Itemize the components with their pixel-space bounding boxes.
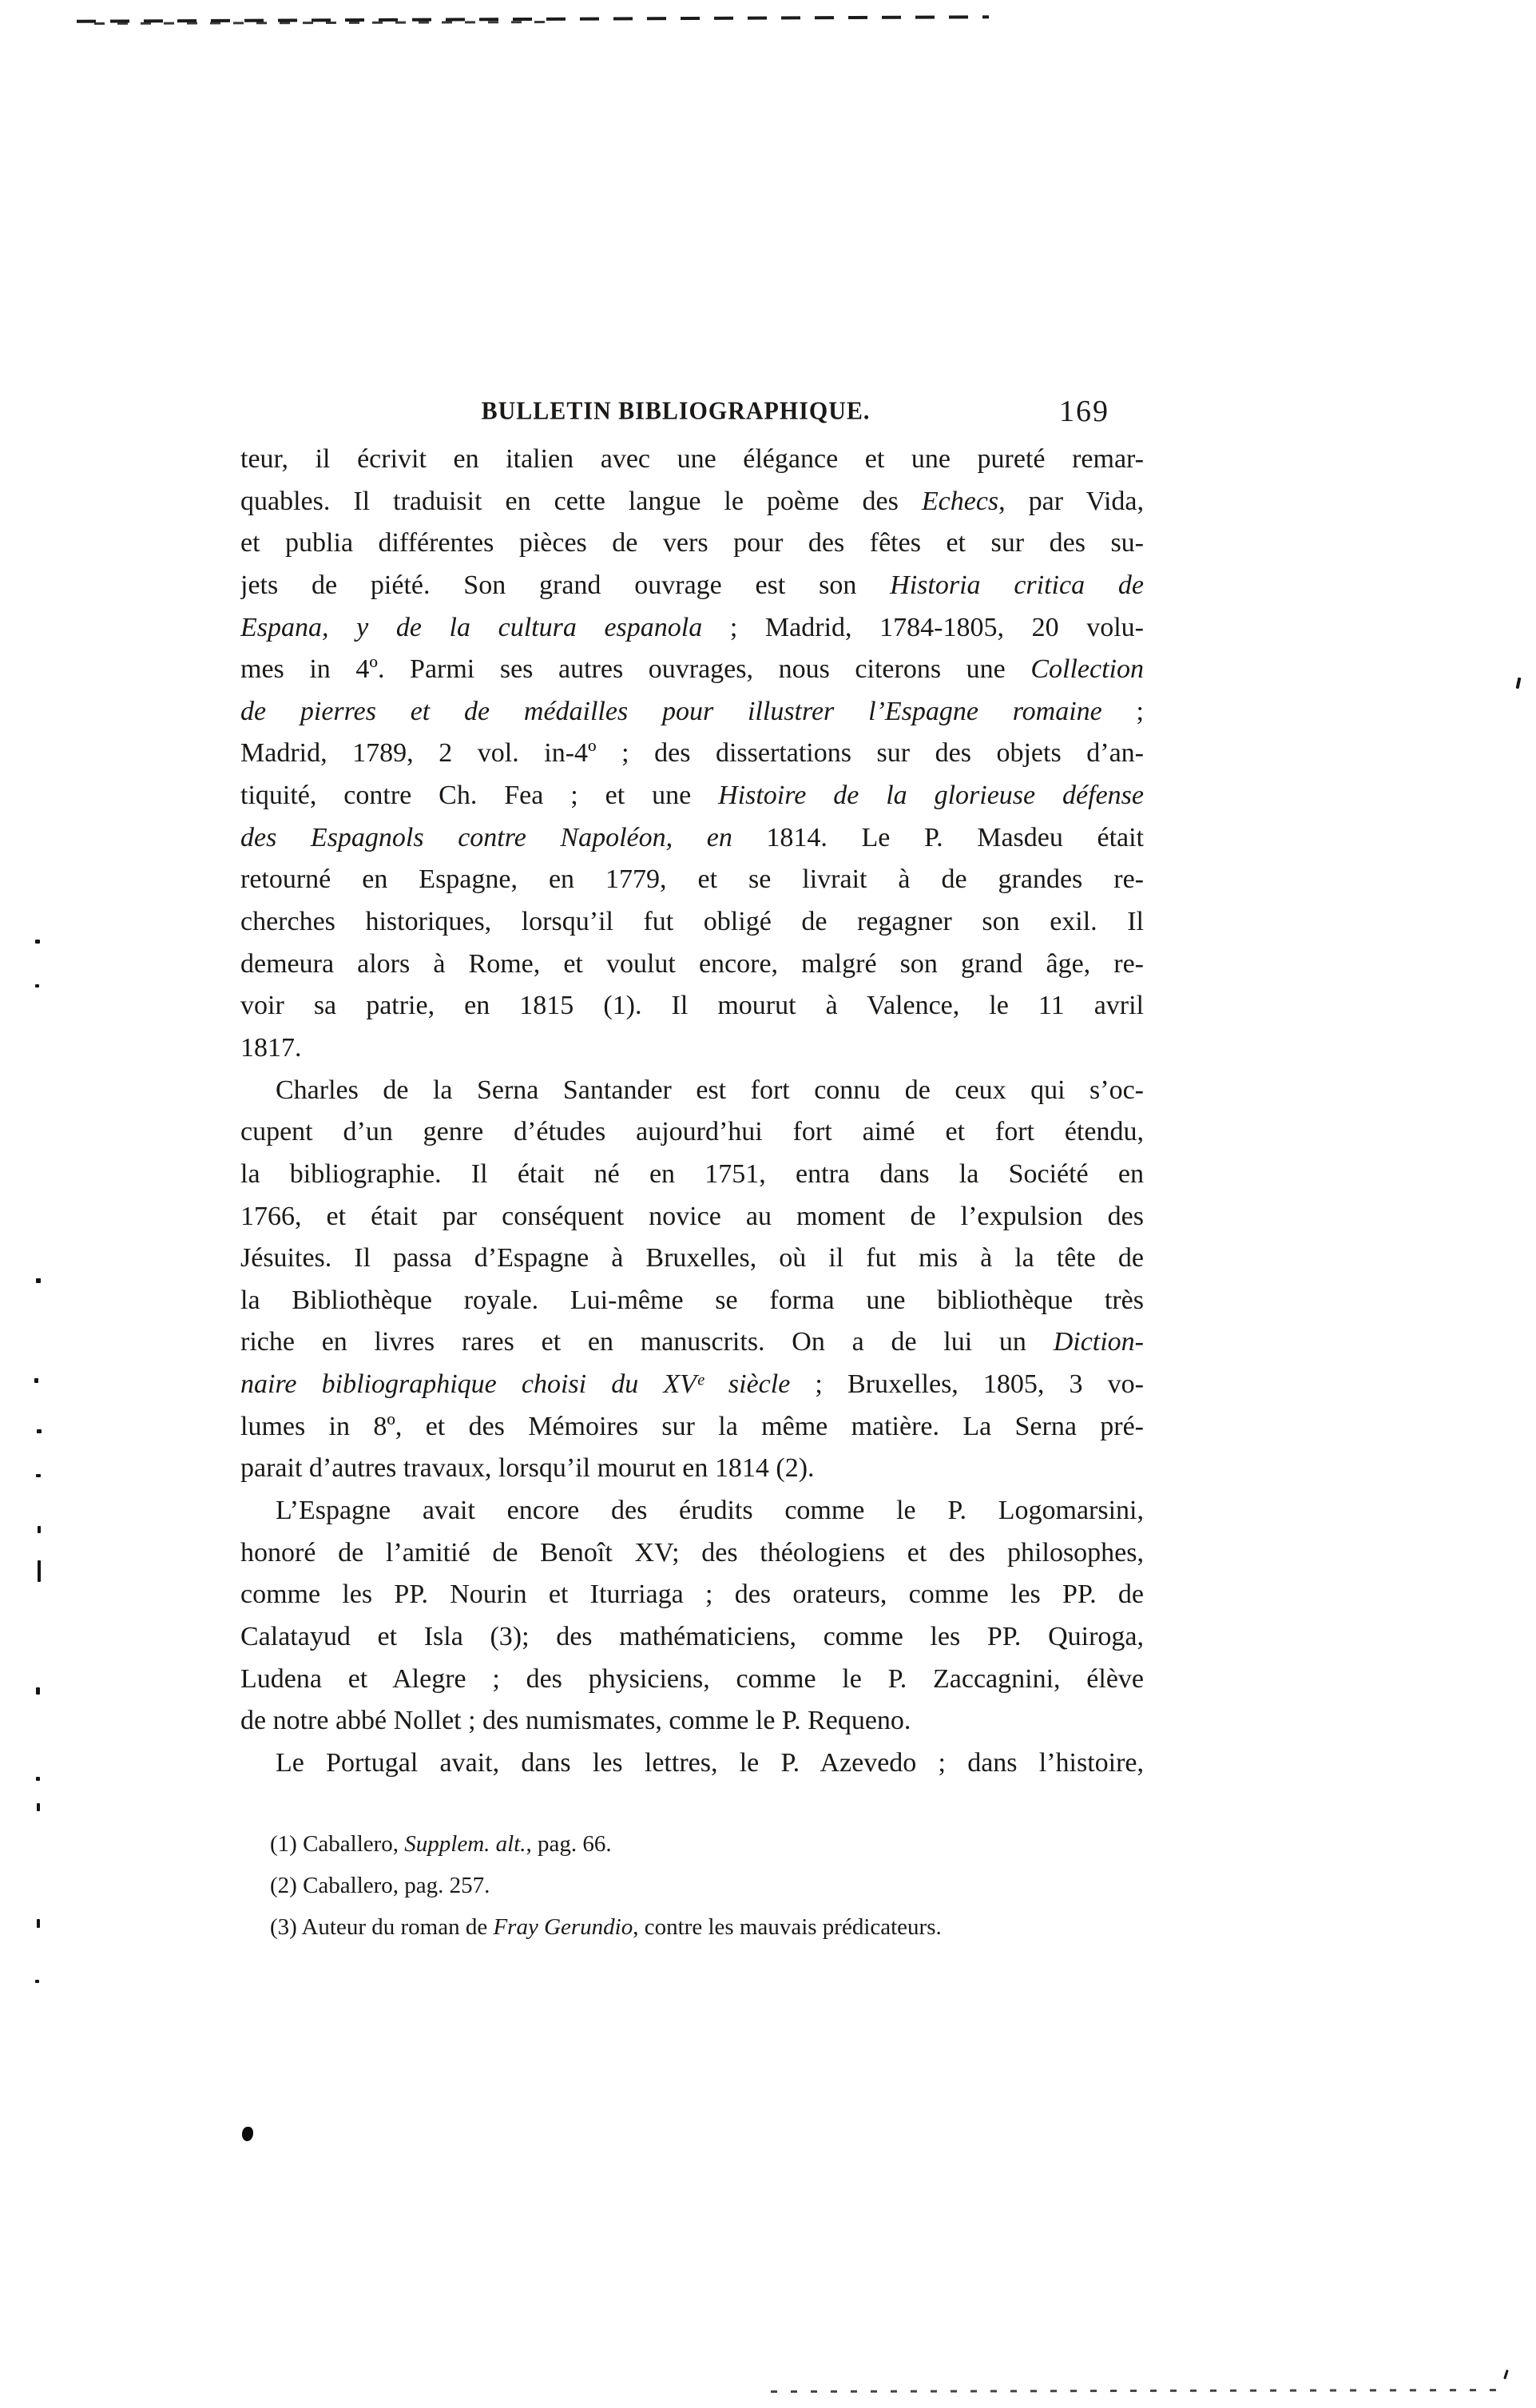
body-line <box>240 1616 1144 1659</box>
body-line <box>240 1027 1144 1070</box>
ink-speck <box>37 1429 42 1433</box>
ink-speck <box>38 1560 41 1582</box>
body-line <box>240 523 1144 565</box>
running-title: BULLETIN BIBLIOGRAPHIQUE. <box>481 397 871 425</box>
ink-speck <box>1516 677 1522 689</box>
body-line <box>240 481 1144 523</box>
ink-speck <box>36 1687 40 1695</box>
footnotes <box>270 1823 1165 1948</box>
italic-text-run: naire bibliographique choisi du XVᵉ siècle <box>240 1369 791 1400</box>
text-run: comme les PP. Nourin et Iturriaga ; des orateurs, comme les PP. de <box>240 1580 1144 1610</box>
text-run: mes in 4º. Parmi ses autres ouvrages, nous citerons une <box>240 654 1031 685</box>
text-run: 1766, et était par conséquent novice au moment de l’expulsion des <box>240 1201 1144 1231</box>
italic-text-run: Histoire de la glorieuse défense <box>718 781 1144 811</box>
ink-speck <box>36 1777 40 1781</box>
body-line <box>240 1742 1144 1785</box>
text-run: (2) Caballero, pag. 257. <box>270 1873 490 1898</box>
text-run: Madrid, 1789, 2 vol. in-4º ; des dissertations sur des objets d’an- <box>240 738 1144 769</box>
body-line <box>240 1321 1144 1364</box>
page-number: 169 <box>1059 395 1109 428</box>
body-line <box>240 1406 1144 1448</box>
body-line <box>240 1154 1144 1196</box>
ink-speck <box>35 984 39 987</box>
body-line <box>240 817 1144 860</box>
text-run: Charles de la Serna Santander est fort connu de ceux qui s’oc- <box>276 1075 1144 1105</box>
italic-text-run: Supplem. alt. <box>404 1831 526 1857</box>
body-line <box>240 691 1144 733</box>
text-run: 1817. <box>240 1032 302 1063</box>
text-run: la bibliographie. Il était né en 1751, entra dans la Société en <box>240 1158 1144 1189</box>
body-line <box>240 1532 1144 1575</box>
body-line <box>240 1448 1144 1490</box>
footnote-line <box>270 1906 1165 1948</box>
body-line <box>240 1280 1144 1322</box>
italic-text-run: Espana, y de la cultura espanola <box>240 612 703 642</box>
text-run: lumes in 8º, et des Mémoires sur la même matière. La Serna pré- <box>240 1411 1144 1441</box>
text-run: cupent d’un genre d’études aujourd’hui fort aimé et fort étendu, <box>240 1117 1144 1147</box>
bottom-dashed-rule <box>771 2389 1507 2393</box>
italic-text-run: Echecs <box>921 486 999 516</box>
text-run: honoré de l’amitié de Benoît XV; des théologiens et des philosophes, <box>240 1537 1144 1568</box>
text-run: (1) Caballero, <box>270 1831 405 1857</box>
italic-text-run: de pierres et de médailles pour illustrer l’Espagne romaine <box>240 696 1102 726</box>
ink-speck <box>37 1919 40 1928</box>
text-run: la Bibliothèque royale. Lui-même se forma une bibliothèque très <box>240 1285 1144 1315</box>
text-run: , contre les mauvais prédicateurs. <box>633 1914 942 1940</box>
ink-speck <box>1503 2370 1509 2379</box>
text-run: , pag. 66. <box>526 1831 612 1857</box>
body-line <box>240 944 1144 986</box>
body-line <box>240 1659 1144 1701</box>
body-line <box>240 1490 1144 1532</box>
body-line <box>240 1700 1144 1742</box>
text-run: jets de piété. Son grand ouvrage est son <box>240 570 891 600</box>
text-run: Le Portugal avait, dans les lettres, le P. Azevedo ; dans l’histoire, <box>276 1747 1144 1778</box>
ink-speck <box>35 1980 39 1983</box>
text-run: de notre abbé Nollet ; des numismates, comme le P. Requeno. <box>240 1706 911 1736</box>
text-run: Ludena et Alegre ; des physiciens, comme le P. Zaccagnini, élève <box>240 1663 1144 1694</box>
body-line <box>240 1364 1144 1406</box>
footnote-line <box>270 1865 1165 1906</box>
text-run: cherches historiques, lorsqu’il fut obligé de regagner son exil. Il <box>240 907 1144 937</box>
body-line <box>240 1238 1144 1280</box>
text-run: Calatayud et Isla (3); des mathématiciens, comme les PP. Quiroga, <box>240 1621 1144 1651</box>
body-text <box>240 439 1144 1785</box>
text-run: demeura alors à Rome, et voulut encore, malgré son grand âge, re- <box>240 948 1144 979</box>
body-line <box>240 733 1144 775</box>
italic-text-run: Historia critica de <box>890 570 1144 600</box>
ink-speck <box>35 940 40 944</box>
text-run: L’Espagne avait encore des érudits comme le P. Logomarsini, <box>276 1496 1144 1526</box>
text-run: et publia différentes pièces de vers pour des fêtes et sur des su- <box>240 528 1144 558</box>
body-line <box>240 565 1144 607</box>
italic-text-run: Collection <box>1030 654 1144 685</box>
ink-speck <box>38 1526 41 1533</box>
text-run: ; Madrid, 1784-1805, 20 volu- <box>702 612 1144 642</box>
body-line <box>240 1196 1144 1238</box>
italic-text-run: Fray Gerundio <box>493 1914 633 1940</box>
text-run: voir sa patrie, en 1815 (1). Il mourut à Valence, le 11 avril <box>240 991 1144 1021</box>
footnote-line <box>270 1823 1165 1865</box>
body-line <box>240 985 1144 1027</box>
text-run: parait d’autres travaux, lorsqu’il mourut en 1814 (2). <box>240 1453 815 1484</box>
text-run: riche en livres rares et en manuscrits. On a de lui un <box>240 1327 1054 1357</box>
text-run: retourné en Espagne, en 1779, et se livrait à de grandes re- <box>240 864 1144 895</box>
ink-speck <box>36 1278 41 1283</box>
text-run: teur, il écrivit en italien avec une élégance et une pureté remar- <box>240 444 1144 474</box>
body-line <box>240 775 1144 817</box>
body-line <box>240 649 1144 691</box>
body-line <box>240 1111 1144 1154</box>
body-line <box>240 1574 1144 1616</box>
text-run: tiquité, contre Ch. Fea ; et une <box>240 781 719 811</box>
text-run: , par Vida, <box>998 486 1144 516</box>
text-run: 1814. Le P. Masdeu était <box>732 822 1144 852</box>
body-line <box>240 607 1144 650</box>
top-dashed-rule-overlay <box>94 21 558 25</box>
ink-speck <box>37 1803 40 1811</box>
body-line <box>240 901 1144 944</box>
body-line <box>240 859 1144 901</box>
italic-text-run: Diction- <box>1053 1327 1144 1357</box>
italic-text-run: des Espagnols contre Napoléon, en <box>240 822 732 852</box>
text-run: ; <box>1101 696 1144 726</box>
text-run: (3) Auteur du roman de <box>270 1914 494 1940</box>
ink-speck <box>34 1378 38 1383</box>
text-run: quables. Il traduisit en cette langue le poème des <box>240 486 922 516</box>
body-line <box>240 439 1144 481</box>
ink-speck <box>36 1474 41 1477</box>
ink-blot <box>242 2127 253 2141</box>
text-run: ; Bruxelles, 1805, 3 vo- <box>790 1369 1144 1400</box>
text-run: Jésuites. Il passa d’Espagne à Bruxelles, où il fut mis à la tête de <box>240 1243 1144 1274</box>
body-line <box>240 1070 1144 1112</box>
